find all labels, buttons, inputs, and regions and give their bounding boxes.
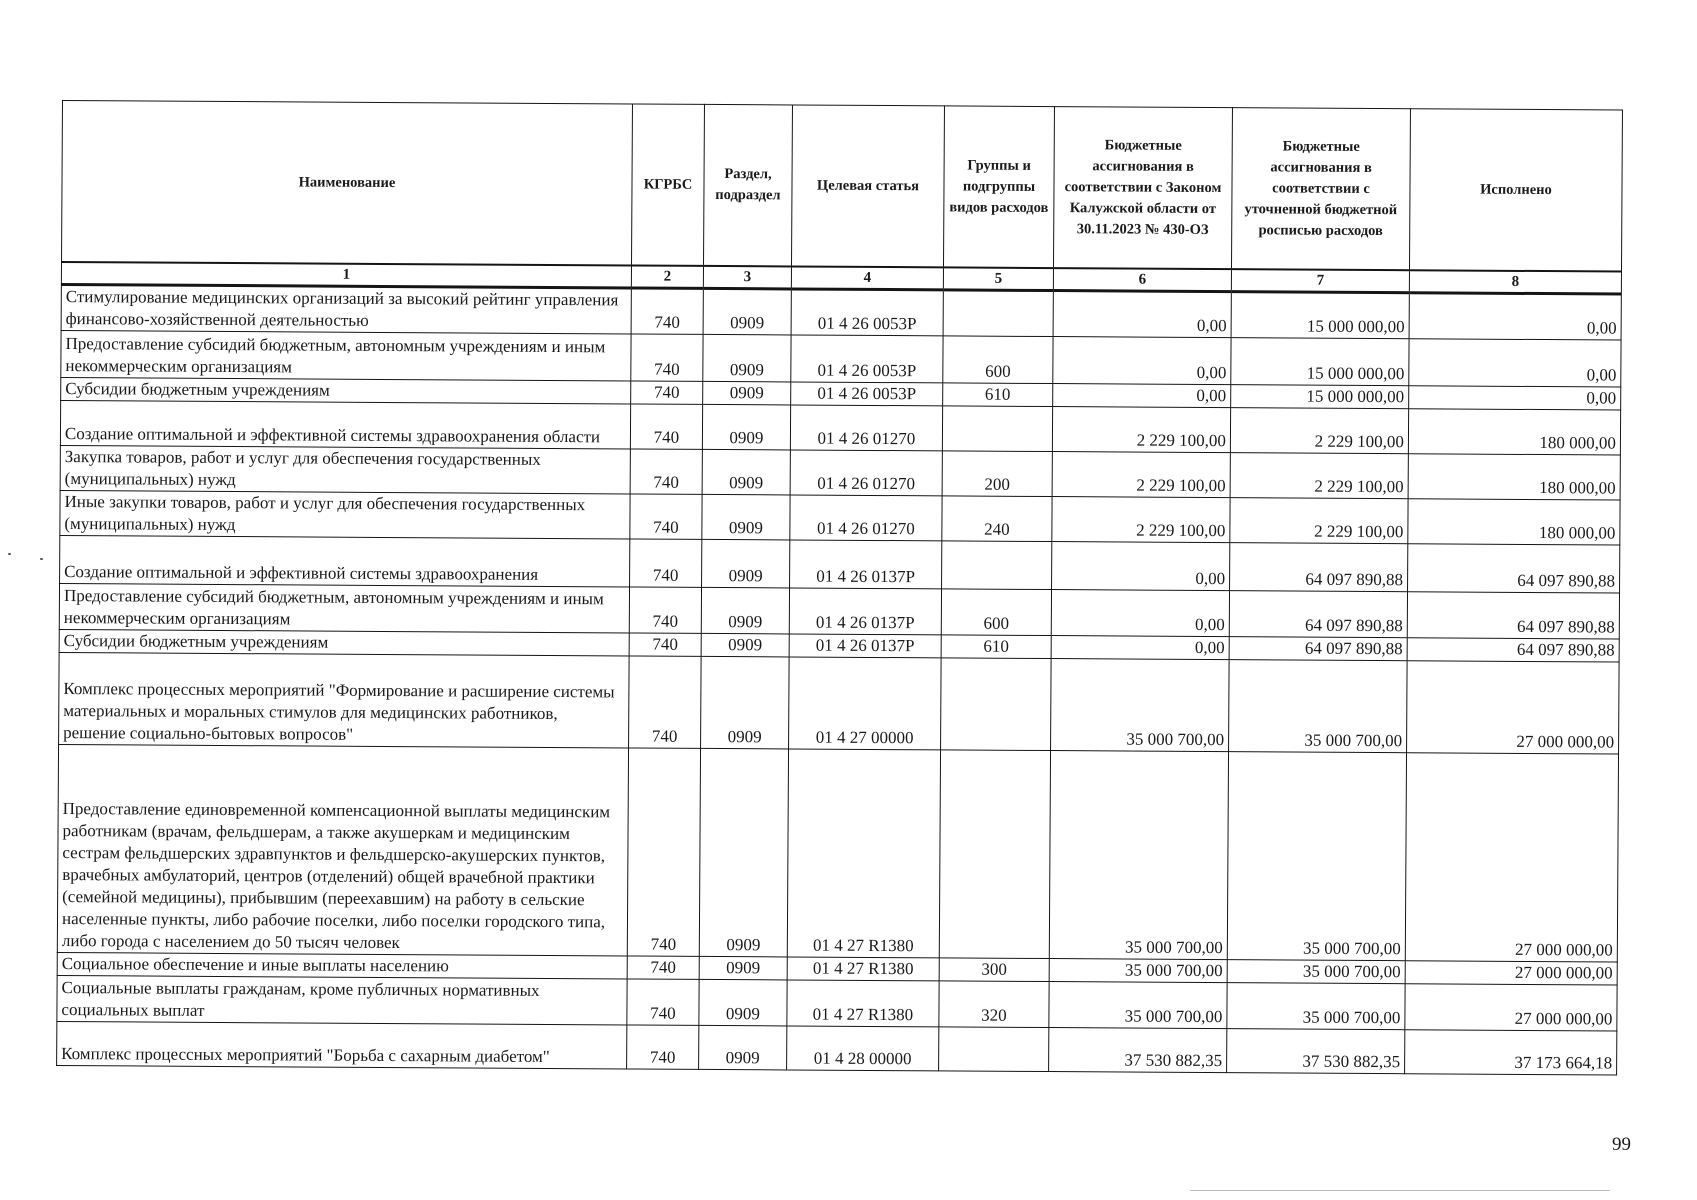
header-executed: Исполнено (1409, 109, 1622, 272)
row-executed-amount: 180 000,00 (1408, 499, 1620, 545)
row-kgrbs: 740 (627, 956, 699, 979)
row-executed-amount: 0,00 (1409, 386, 1621, 410)
row-section: 0909 (703, 381, 791, 405)
row-revised-amount: 37 530 882,35 (1227, 1029, 1405, 1074)
row-law-amount: 35 000 700,00 (1049, 959, 1227, 983)
row-executed-amount: 64 097 890,88 (1408, 544, 1620, 593)
row-executed-amount: 64 097 890,88 (1407, 592, 1619, 639)
row-expense-group (939, 750, 1050, 959)
row-name: Закупка товаров, работ и услуг для обеспечения государственных (муниципальных) нужд (60, 445, 630, 493)
row-name: Социальные выплаты гражданам, кроме публичных нормативных социальных выплат (57, 975, 627, 1024)
row-revised-amount: 35 000 700,00 (1227, 983, 1405, 1030)
row-section: 0909 (699, 748, 788, 957)
row-kgrbs: 740 (630, 494, 702, 539)
row-expense-group: 300 (939, 958, 1049, 982)
column-number: 7 (1231, 269, 1409, 293)
row-target-article: 01 4 26 0053P (791, 382, 943, 406)
row-expense-group: 240 (942, 496, 1052, 542)
row-executed-amount: 0,00 (1409, 339, 1621, 387)
row-expense-group (939, 1027, 1049, 1072)
header-kgrbs: КГРБС (631, 104, 704, 266)
row-target-article: 01 4 26 01270 (790, 405, 942, 451)
column-number: 5 (943, 267, 1053, 290)
row-law-amount: 0,00 (1051, 590, 1229, 637)
row-target-article: 01 4 26 0137P (790, 540, 942, 589)
row-revised-amount: 2 229 100,00 (1230, 498, 1408, 544)
row-kgrbs: 740 (629, 587, 701, 633)
row-expense-group: 610 (941, 635, 1051, 659)
row-expense-group (942, 406, 1052, 452)
row-name: Комплекс процессных мероприятий "Борьба с сахарным диабетом" (57, 1021, 627, 1068)
row-executed-amount: 27 000 000,00 (1405, 753, 1618, 962)
row-revised-amount: 64 097 890,88 (1229, 591, 1407, 638)
row-executed-amount: 180 000,00 (1408, 454, 1620, 500)
row-section: 0909 (702, 494, 790, 540)
row-name: Создание оптимальной и эффективной системы здравоохранения области (60, 400, 630, 448)
column-number: 3 (703, 266, 791, 289)
row-kgrbs: 740 (630, 449, 702, 494)
table-header (61, 101, 1622, 295)
row-revised-amount: 35 000 700,00 (1229, 660, 1408, 753)
row-target-article: 01 4 27 R1380 (787, 957, 939, 981)
row-law-amount: 0,00 (1052, 542, 1230, 591)
page-number: 99 (1612, 1134, 1631, 1155)
row-revised-amount: 15 000 000,00 (1231, 292, 1409, 339)
row-kgrbs: 740 (630, 404, 702, 449)
row-law-amount: 0,00 (1053, 337, 1231, 385)
row-law-amount: 2 229 100,00 (1052, 452, 1230, 498)
row-revised-amount: 2 229 100,00 (1230, 453, 1408, 499)
table-row (59, 652, 1620, 754)
row-revised-amount: 15 000 000,00 (1231, 385, 1409, 409)
scan-speck (40, 558, 43, 560)
header-row (62, 101, 1623, 272)
row-executed-amount: 37 173 664,18 (1405, 1030, 1617, 1075)
row-revised-amount: 35 000 700,00 (1227, 752, 1406, 961)
row-kgrbs: 740 (629, 633, 701, 656)
budget-table (56, 100, 1623, 1076)
scan-artifact-line (1190, 1190, 1610, 1191)
row-law-amount: 35 000 700,00 (1051, 659, 1230, 752)
row-section: 0909 (703, 334, 791, 382)
row-name: Комплекс процессных мероприятий "Формирование и расширение системы материальных и моральных стимулов для медицинских работников, решение социально-бытовых вопросов" (59, 652, 630, 747)
row-target-article: 01 4 26 01270 (790, 495, 942, 541)
row-executed-amount: 27 000 000,00 (1405, 961, 1617, 985)
table-row (60, 535, 1620, 593)
row-expense-group: 200 (942, 451, 1052, 497)
column-number: 4 (791, 266, 943, 289)
header-revised-allocations: Бюджетные ассигнования в соответствии с уточненной бюджетной росписью расходов (1231, 108, 1410, 271)
row-executed-amount: 27 000 000,00 (1405, 984, 1617, 1031)
row-expense-group: 610 (943, 383, 1053, 407)
row-name: Субсидии бюджетным учреждениям (61, 377, 631, 403)
column-number: 6 (1053, 268, 1231, 292)
row-section: 0909 (699, 956, 787, 980)
row-target-article: 01 4 26 0137P (789, 588, 941, 635)
row-section: 0909 (701, 656, 790, 749)
row-law-amount: 0,00 (1053, 291, 1231, 338)
row-target-article: 01 4 26 0053P (791, 289, 943, 336)
row-kgrbs: 740 (631, 381, 703, 404)
column-number: 1 (61, 262, 631, 288)
table-body (57, 284, 1622, 1075)
row-name: Создание оптимальной и эффективной системы здравоохранения (60, 535, 630, 586)
row-expense-group: 600 (943, 336, 1053, 384)
table-row (57, 1021, 1617, 1075)
row-law-amount: 0,00 (1053, 384, 1231, 408)
row-expense-group (943, 290, 1053, 337)
row-target-article: 01 4 26 0053P (791, 335, 943, 383)
header-expense-groups: Группы и подгруппы видов расходов (943, 106, 1054, 268)
row-section: 0909 (702, 404, 790, 450)
row-expense-group (941, 658, 1052, 751)
row-name: Предоставление субсидий бюджетным, автономным учреждениям и иным некоммерческим организациям (61, 330, 631, 380)
row-kgrbs: 740 (627, 748, 700, 956)
row-expense-group (942, 541, 1052, 590)
row-law-amount: 37 530 882,35 (1049, 1028, 1227, 1073)
row-law-amount: 2 229 100,00 (1052, 407, 1230, 453)
row-executed-amount: 0,00 (1409, 293, 1621, 340)
row-kgrbs: 740 (631, 334, 703, 381)
row-revised-amount: 35 000 700,00 (1227, 960, 1405, 984)
row-law-amount: 35 000 700,00 (1049, 751, 1228, 960)
row-name: Предоставление субсидий бюджетным, автономным учреждениям и иным некоммерческим организациям (59, 583, 629, 632)
row-revised-amount: 64 097 890,88 (1229, 637, 1407, 661)
row-name: Социальное обеспечение и иные выплаты населению (57, 952, 627, 978)
row-kgrbs: 740 (631, 288, 703, 334)
row-section: 0909 (701, 587, 789, 634)
row-section: 0909 (702, 539, 790, 588)
row-expense-group: 600 (941, 589, 1051, 636)
row-target-article: 01 4 27 R1380 (787, 749, 940, 958)
row-law-amount: 0,00 (1051, 636, 1229, 660)
column-number: 2 (631, 265, 703, 288)
row-expense-group: 320 (939, 981, 1049, 1028)
row-revised-amount: 15 000 000,00 (1231, 338, 1409, 386)
row-revised-amount: 64 097 890,88 (1230, 543, 1408, 592)
row-section: 0909 (702, 449, 790, 495)
row-executed-amount: 64 097 890,88 (1407, 638, 1619, 662)
header-target-article: Целевая статья (791, 105, 944, 267)
row-revised-amount: 2 229 100,00 (1230, 408, 1408, 454)
row-section: 0909 (699, 1025, 787, 1070)
row-target-article: 01 4 28 00000 (787, 1026, 939, 1071)
row-section: 0909 (703, 288, 791, 335)
column-number: 8 (1409, 270, 1621, 294)
row-executed-amount: 27 000 000,00 (1407, 661, 1620, 754)
row-target-article: 01 4 27 00000 (789, 657, 942, 750)
scan-speck (8, 553, 11, 555)
row-target-article: 01 4 26 01270 (790, 450, 942, 496)
table-row (57, 744, 1618, 962)
row-kgrbs: 740 (627, 1025, 699, 1069)
row-name: Субсидии бюджетным учреждениям (59, 629, 629, 655)
header-law-allocations: Бюджетные ассигнования в соответствии с Законом Калужской области от 30.11.2023 № 430-ОЗ (1053, 107, 1232, 270)
header-section: Раздел, подраздел (703, 104, 792, 266)
row-kgrbs: 740 (627, 979, 699, 1025)
row-kgrbs: 740 (629, 656, 702, 748)
row-target-article: 01 4 27 R1380 (787, 980, 939, 1027)
row-name: Стимулирование медицинских организаций за высокий рейтинг управления финансово-хозяйственной деятельностью (61, 284, 631, 333)
row-target-article: 01 4 26 0137P (789, 634, 941, 658)
row-law-amount: 35 000 700,00 (1049, 982, 1227, 1029)
row-name: Иные закупки товаров, работ и услуг для обеспечения государственных (муниципальных) нужд (60, 490, 630, 538)
row-name: Предоставление единовременной компенсационной выплаты медицинским работникам (врачам, фельдшерам, а также акушеркам и медицинским сестрам фельдшерских здравпунктов и фельдшерско-акушерских пунктов, врачебных амбулаторий, центров (отделений) общей врачебной практики (семейной медицины), прибывшим (переехавшим) на работу в сельские населенные пункты, либо рабочие поселки, либо поселки городского типа, либо города с населением до 50 тысяч человек (57, 744, 628, 955)
row-section: 0909 (699, 979, 787, 1026)
row-law-amount: 2 229 100,00 (1052, 497, 1230, 543)
row-section: 0909 (701, 633, 789, 657)
row-kgrbs: 740 (630, 539, 702, 587)
header-name: Наименование (62, 101, 633, 266)
row-executed-amount: 180 000,00 (1408, 409, 1620, 455)
